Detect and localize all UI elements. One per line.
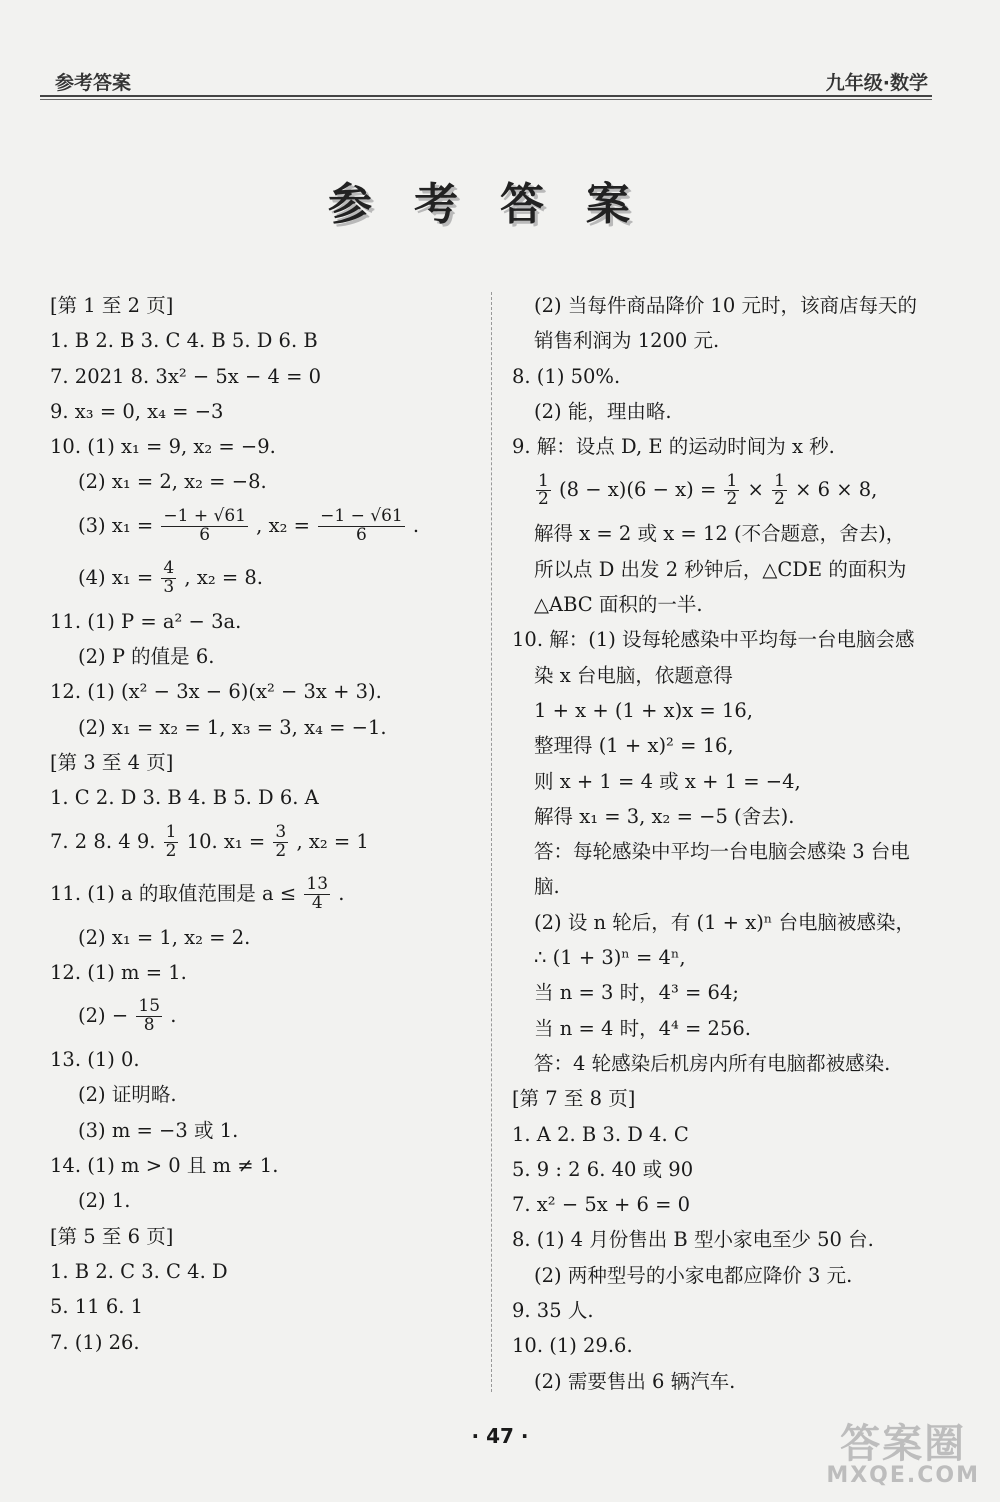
answer-line: 整理得 (1 + x)² = 16, xyxy=(534,734,734,758)
answer-line: 10. (1) 29.6. xyxy=(512,1334,633,1358)
answer-line: ∴ (1 + 3)ⁿ = 4ⁿ, xyxy=(534,946,686,970)
text-fragment: (4) x₁ = xyxy=(78,565,154,589)
answer-line: 染 x 台电脑，依题意得 xyxy=(534,663,733,687)
watermark-url: MXQE.COM xyxy=(826,1463,980,1488)
answer-line: (2) 设 n 轮后，有 (1 + x)ⁿ 台电脑被感染， xyxy=(534,910,915,934)
header-rule xyxy=(40,95,932,97)
answer-line: 9. x₃ = 0, x₄ = −3 xyxy=(50,399,224,423)
text-fragment: (8 − x)(6 − x) = xyxy=(559,478,717,502)
text-fragment: 10. x₁ = xyxy=(186,829,266,853)
answer-line: 13. (1) 0. xyxy=(50,1048,140,1072)
answer-line: 14. (1) m > 0 且 m ≠ 1. xyxy=(50,1154,279,1178)
answer-line: (2) x₁ = x₂ = 1, x₃ = 3, x₄ = −1. xyxy=(78,715,387,739)
answer-line: (3) m = −3 或 1. xyxy=(78,1118,239,1142)
fraction xyxy=(161,505,248,545)
denominator: 8 xyxy=(143,1015,155,1036)
fraction xyxy=(161,557,176,597)
answer-line: 答：4 轮感染后机房内所有电脑都被感染. xyxy=(534,1051,891,1075)
text-fragment: , x₂ = 8. xyxy=(184,565,263,589)
text-fragment: 7. 2 8. 4 9. xyxy=(50,829,156,853)
answer-line: 8. (1) 4 月份售出 B 型小家电至少 50 台. xyxy=(512,1228,874,1252)
denominator: 6 xyxy=(356,524,367,545)
answer-line: 答：每轮感染中平均一台电脑会感染 3 台电 xyxy=(534,840,910,864)
left-column xyxy=(50,288,480,1360)
fraction xyxy=(318,505,405,545)
answer-line: 当 n = 4 时，4⁴ = 256. xyxy=(534,1016,751,1040)
answer-line xyxy=(512,464,942,516)
answer-line: △ABC 面积的一半. xyxy=(534,593,703,617)
denominator: 2 xyxy=(774,489,785,510)
numerator: 1 xyxy=(726,470,738,491)
answer-line: 1. B 2. C 3. C 4. D xyxy=(50,1259,228,1283)
text-fragment: × xyxy=(747,478,764,502)
text-fragment: . xyxy=(170,1004,177,1028)
numerator: 1 xyxy=(165,821,177,842)
page-title: 参考答案 xyxy=(328,179,672,230)
answer-line: (2) 证明略. xyxy=(78,1083,177,1107)
fraction xyxy=(536,470,551,510)
answer-line: 所以点 D 出发 2 秒钟后，△CDE 的面积为 xyxy=(534,557,907,581)
header-rule-thin xyxy=(40,99,932,100)
answer-line: 8. (1) 50%. xyxy=(512,364,621,388)
answer-line: 7. 2021 8. 3x² − 5x − 4 = 0 xyxy=(50,364,322,388)
answer-line: 9. 35 人. xyxy=(512,1299,594,1323)
watermark-text: 答案圈 xyxy=(840,1421,967,1467)
numerator: −1 − √61 xyxy=(320,505,403,526)
section-heading: [第 5 至 6 页] xyxy=(50,1224,174,1248)
right-column xyxy=(512,288,942,1399)
denominator: 4 xyxy=(311,892,323,913)
fraction xyxy=(304,873,330,913)
fraction xyxy=(164,821,179,861)
numerator: 1 xyxy=(774,470,785,491)
answer-line: 当 n = 3 时，4³ = 64; xyxy=(534,981,739,1005)
numerator: 13 xyxy=(306,873,329,894)
answer-line: 销售利润为 1200 元. xyxy=(534,329,720,353)
answer-line: 1 + x + (1 + x)x = 16, xyxy=(534,698,753,722)
fraction xyxy=(273,821,288,861)
header-left: 参考答案 xyxy=(55,72,132,94)
denominator: 2 xyxy=(538,489,549,510)
text-fragment: . xyxy=(412,513,420,537)
numerator: −1 + √61 xyxy=(163,505,246,526)
text-fragment: . xyxy=(338,881,345,905)
denominator: 2 xyxy=(165,840,177,861)
answer-line: 解得 x₁ = 3, x₂ = −5 (舍去). xyxy=(534,804,795,828)
section-heading: [第 7 至 8 页] xyxy=(512,1087,636,1111)
header-right: 九年级·数学 xyxy=(825,72,928,94)
watermark-logo xyxy=(826,1412,980,1488)
answer-line: 1. B 2. B 3. C 4. B 5. D 6. B xyxy=(50,329,318,353)
numerator: 3 xyxy=(275,821,287,842)
text-fragment: × 6 × 8, xyxy=(795,478,878,502)
fraction xyxy=(724,470,739,510)
answer-line xyxy=(50,552,480,604)
denominator: 2 xyxy=(275,840,287,861)
answer-line xyxy=(50,816,480,868)
answer-line: (2) x₁ = 2, x₂ = −8. xyxy=(78,470,267,494)
section-heading: [第 3 至 4 页] xyxy=(50,750,174,774)
answer-line xyxy=(50,868,480,920)
answer-line: (2) 需要售出 6 辆汽车. xyxy=(534,1369,736,1393)
text-fragment: , x₂ = 1 xyxy=(296,829,369,853)
answer-line: (2) x₁ = 1, x₂ = 2. xyxy=(78,925,251,949)
text-fragment: (3) x₁ = xyxy=(78,513,154,537)
answer-line: 12. (1) (x² − 3x − 6)(x² − 3x + 3). xyxy=(50,680,382,704)
answer-line: 11. (1) P = a² − 3a. xyxy=(50,609,242,633)
answer-line: (2) P 的值是 6. xyxy=(78,645,215,669)
answer-line xyxy=(50,990,480,1042)
answer-line: 解得 x = 2 或 x = 12 (不合题意，舍去)， xyxy=(534,522,906,546)
answer-line: 脑. xyxy=(534,875,560,899)
answer-line xyxy=(50,500,480,552)
answer-line: 1. C 2. D 3. B 4. B 5. D 6. A xyxy=(50,786,319,810)
denominator: 6 xyxy=(199,524,211,545)
answer-line: 1. A 2. B 3. D 4. C xyxy=(512,1122,689,1146)
answer-line: (2) 两种型号的小家电都应降价 3 元. xyxy=(534,1263,853,1287)
numerator: 4 xyxy=(163,557,175,578)
column-divider xyxy=(491,292,492,1392)
denominator: 3 xyxy=(163,576,175,597)
denominator: 2 xyxy=(726,489,738,510)
text-fragment: , x₂ = xyxy=(256,513,310,537)
numerator: 15 xyxy=(138,996,161,1017)
text-fragment: 11. (1) a 的取值范围是 a ≤ xyxy=(50,881,297,905)
text-fragment: (2) − xyxy=(78,1004,129,1028)
numerator: 1 xyxy=(538,470,549,491)
answer-line: (2) 能，理由略. xyxy=(534,399,672,423)
answer-line: 12. (1) m = 1. xyxy=(50,960,187,984)
answer-line: 5. 9 : 2 6. 40 或 90 xyxy=(512,1157,694,1181)
answer-line: (2) 当每件商品降价 10 元时，该商店每天的 xyxy=(534,294,918,317)
answer-line: (2) 1. xyxy=(78,1189,131,1213)
page-number: · 47 · xyxy=(471,1424,529,1448)
answer-line: 10. (1) x₁ = 9, x₂ = −9. xyxy=(50,435,276,459)
answer-line: 则 x + 1 = 4 或 x + 1 = −4, xyxy=(534,769,801,793)
fraction xyxy=(772,470,787,510)
answer-line: 7. (1) 26. xyxy=(50,1330,140,1354)
section-heading: [第 1 至 2 页] xyxy=(50,294,174,317)
answer-line: 9. 解：设点 D, E 的运动时间为 x 秒. xyxy=(512,435,835,459)
answer-line: 7. x² − 5x + 6 = 0 xyxy=(512,1193,691,1217)
answer-line: 5. 11 6. 1 xyxy=(50,1295,144,1319)
fraction xyxy=(136,998,162,1035)
answer-line: 10. 解：(1) 设每轮感染中平均每一台电脑会感 xyxy=(512,628,915,652)
